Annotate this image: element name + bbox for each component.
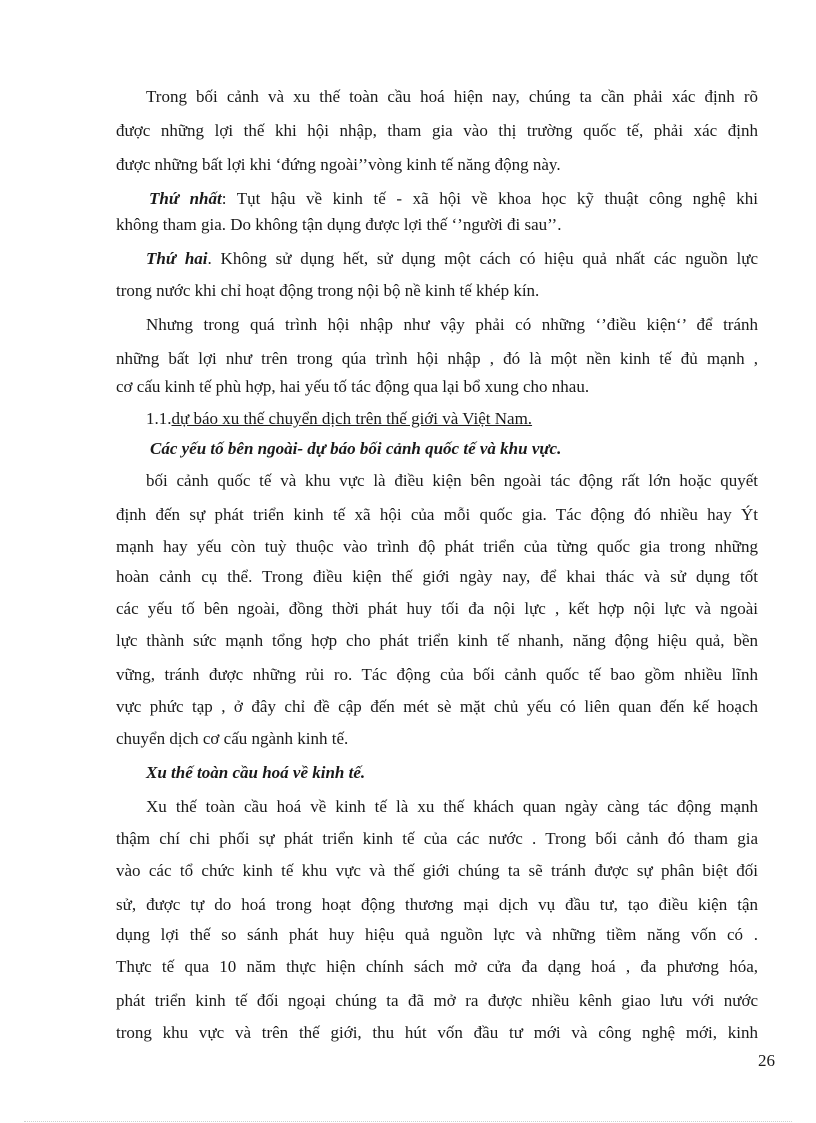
paragraph-line: thậm chí chi phối sự phát triển kinh tế của các nước . Trong bối cảnh đó tham gia [116,829,758,848]
paragraph-line: phát triển kinh tế đối ngoại chúng ta đã mở ra được nhiều kênh giao lưu với nước [116,991,758,1010]
paragraph-line: vực phức tạp , ở đây chỉ đề cập đến mét sè mặt chủ yếu có liên quan đến kế hoạch [116,697,758,716]
paragraph-line: những bất lợi như trên trong qúa trình hội nhập , đó là một nền kinh tế đủ mạnh , [116,349,758,368]
paragraph-line: Trong bối cảnh và xu thế toàn cầu hoá hiện nay, chúng ta cần phải xác định rõ [146,87,758,106]
paragraph-line: Thực tế qua 10 năm thực hiện chính sách mở cửa đa dạng hoá , đa phương hóa, [116,957,758,976]
paragraph-line: các yếu tố bên ngoài, đồng thời phát huy tối đa nội lực , kết hợp nội lực và ngoài [116,599,758,618]
paragraph-line: sử, được tự do hoá trong hoạt động thương mại dịch vụ đầu tư, tạo điều kiện tận [116,895,758,914]
subsection-heading: Xu thế toàn cầu hoá về kinh tế. [146,763,366,782]
paragraph-line: dụng lợi thế so sánh phát huy hiệu quả nguồn lực và những tiềm năng vốn có . [116,925,758,944]
paragraph-line: Xu thế toàn cầu hoá về kinh tế là xu thế khách quan ngày càng tác động mạnh [146,797,758,816]
paragraph-line: mạnh hay yếu còn tuỳ thuộc vào trình độ phát triển của từng quốc gia trong những [116,537,758,556]
paragraph-line: hoàn cảnh cụ thể. Trong điều kiện thế giới ngày nay, để khai thác và sử dụng tốt [116,567,758,586]
paragraph-line: được những lợi thế khi hội nhập, tham gia vào thị trường quốc tế, phải xác định [116,121,758,140]
paragraph-line [146,248,758,270]
paragraph-line: lực thành sức mạnh tổng hợp cho phát triển kinh tế nhanh, năng động hiệu quả, bền [116,631,758,650]
paragraph-line: Nhưng trong quá trình hội nhập như vậy phải có những ‘’điều kiện‘’ để tránh [146,315,758,334]
page-number: 26 [758,1051,775,1070]
item-label: Thứ nhất [149,189,222,208]
paragraph-line: chuyển dịch cơ cấu ngành kinh tế. [116,729,349,748]
paragraph-line: không tham gia. Do không tận dụng được lợi thế ‘’người đi sau’’. [116,215,562,234]
paragraph-line: trong nước khi chỉ hoạt động trong nội bộ nề kinh tế khép kín. [116,281,540,300]
paragraph-line: vào các tổ chức kinh tế khu vực và thế giới chúng ta sẽ tránh được sự phân biệt đối [116,861,758,880]
item-label: Thứ hai [146,249,208,268]
section-title: dự báo xu thế chuyển dịch trên thế giới và Việt Nam. [171,409,533,428]
section-heading [146,408,532,430]
subsection-heading: Các yếu tố bên ngoài- dự báo bối cảnh quốc tế và khu vực. [150,439,562,458]
footer-divider [24,1121,792,1122]
item-text: . Không sử dụng hết, sử dụng một cách có hiệu quả nhất các nguồn lực [207,249,758,268]
item-text: : Tụt hậu về kinh tế - xã hội về khoa học kỹ thuật công nghệ khi [221,189,759,208]
paragraph-line: bối cảnh quốc tế và khu vực là điều kiện bên ngoài tác động rất lớn hoặc quyết [146,471,758,490]
section-number: 1.1. [146,409,172,428]
paragraph-line: định đến sự phát triển kinh tế xã hội của mỗi quốc gia. Tác động đó nhiều hay Ýt [116,505,758,524]
paragraph-line [149,188,758,210]
paragraph-line: được những bất lợi khi ‘đứng ngoài’’vòng kinh tế năng động này. [116,155,561,174]
paragraph-line: vững, tránh được những rủi ro. Tác động của bối cảnh quốc tế bao gồm nhiều lĩnh [116,665,758,684]
paragraph-line: cơ cấu kinh tế phù hợp, hai yếu tố tác động qua lại bổ xung cho nhau. [116,377,590,396]
paragraph-line: trong khu vực và trên thế giới, thu hút vốn đầu tư mới và công nghệ mới, kinh [116,1023,758,1042]
